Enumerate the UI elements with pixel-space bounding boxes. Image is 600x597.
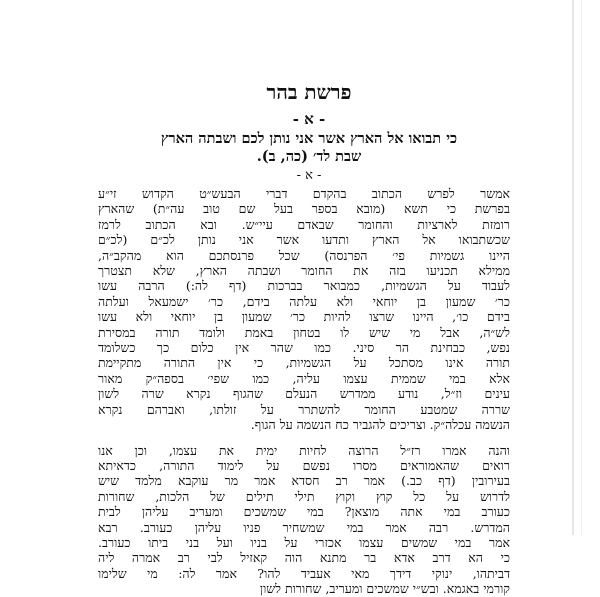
text-line: שכשתבואו אל הארץ ותדעו אשר אני נותן לכ״ם (לכ״ם: [98, 232, 510, 248]
page-spine-shadow: [572, 0, 574, 535]
text-line: לעבוד על הגשמיות, כמבואר בברכות (דף לה:) הרבה עשו: [98, 278, 510, 294]
text-line: אמשר לפרש הכתוב בהקדם דברי הבעש״ט הקדוש זי״ע: [98, 186, 510, 201]
text-line: ממילא תכניעו בזה את החומר ושבתה הארץ, שלא תצטרך: [98, 263, 510, 279]
paragraph-2: [98, 443, 520, 597]
page-edge-shadow: [581, 0, 582, 535]
verse-heading: [92, 130, 526, 166]
text-line: כר׳ שמעון בן יוחאי ולא עלתה בידם, כר׳ ישמעאל ועלתה: [98, 293, 510, 309]
text-line: לדרוש על כל קוץ וקוץ תילי תילים של הלכות, שחורות: [98, 488, 510, 504]
text-line: דביתהו, ינוקי דידך מאי אעביד להו? אמר לה: מי שלימו: [98, 565, 510, 581]
page-title: פרשת בהר: [266, 80, 352, 104]
text-line: והנה אמרו רז״ל הרוצה לחיות ימית את עצמו, וכן אנו: [98, 442, 510, 458]
text-line: רואים שהאמוראים מסרו נפשם על לימוד התורה, כדאיתא: [98, 457, 510, 473]
text-line: בעירובין (דף כב.) אמר רב חסדא אמר מר עוקבא מלמד שיש: [98, 473, 510, 489]
document-page: [92, 80, 526, 597]
text-line: הנשמה עכלה״ק. וצריכים להגביר כח הנשמה על הגוף.: [250, 417, 510, 433]
text-line: לש״ה, אבל מי שיש לו בטחון באמת ולומד תורה במסירת: [98, 324, 510, 340]
text-line: שררה שמטבע החומר להשתרר על זולתו, ואברהם נקרא: [98, 401, 510, 417]
text-line: קורמי באגמא. ובש״י שמשכים ומעריב, שחורות לשון: [259, 581, 510, 597]
text-line: בידם כו׳, היינו שרצו להיות כר׳ שמעון בן יוחאי ולא עשו: [98, 309, 510, 325]
verse-line: שבת לד׳ (כה, ב).: [256, 148, 362, 165]
subsection-number: - א -: [296, 168, 322, 183]
text-line: רומזת לארציות והחומר שבאדם עיי״ש. ובא הכתוב לרמז: [98, 216, 510, 232]
text-line: היינו גשמיות פי׳ הפרנסה) שכל פרנסתכם הוא מהקב״ה,: [98, 247, 510, 263]
section-number: - א -: [292, 110, 326, 128]
text-line: תורה אינו מסתכל על הגשמיות, כי אין התורה מתקיימת: [98, 355, 510, 371]
paragraph-1: [98, 186, 520, 433]
text-line: כי הא דרב אדא בר מתנא הוה קאזיל לבי רב אמרה ליה: [98, 550, 510, 566]
text-line: נפש, כבחינת הר סיני. כמו שהר אין כלום כך כשלומד: [98, 340, 510, 356]
text-line: עינים וז״ל, נודע ממדרש הנעלם שהגוף נקרא שרה לשון: [98, 386, 510, 402]
text-line: אמר במי שמשים עצמו אכזרי על בניו ועל בני ביתו כעורב.: [98, 534, 510, 550]
verse-line: כי תבואו אל הארץ אשר אני נותן לכם ושבתה הארץ: [160, 130, 458, 147]
text-line: כעורב במי אתה מוצאן? במי שמשכים ומעריב עליהן לבית: [98, 504, 510, 520]
text-line: אלא במי שממית עצמו עליה, כמו שפי׳ בספה״ק מאור: [98, 370, 510, 386]
text-line: בפרשת כי תשא (מובא בספר בעל שם טוב עה״ת) שהארץ: [98, 201, 510, 217]
text-line: המדרש. רבה אמר במי שמשחיר פניו עליהן כעורב. רבא: [98, 519, 510, 535]
